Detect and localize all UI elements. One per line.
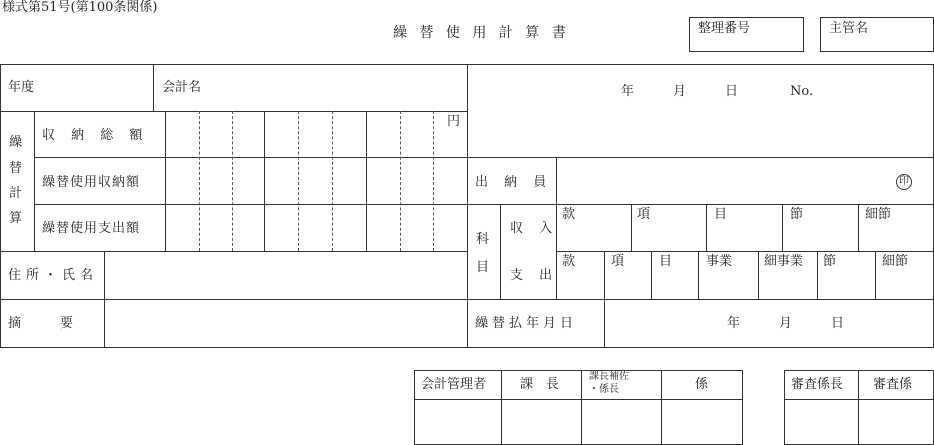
date-number-line: 年 月 日 No.: [621, 84, 814, 99]
shuno-sogaku-amount-field[interactable]: [166, 112, 466, 157]
approval-kakari-seal[interactable]: [662, 400, 742, 444]
nendo-label: 年度: [8, 80, 35, 95]
form-number: 様式第51号(第100条関係): [2, 0, 158, 15]
approval-kacho-hosa: 課長補佐: [589, 371, 629, 382]
income-kan: 款: [562, 207, 576, 222]
approval-kaikei-kanrisha-seal[interactable]: [415, 400, 501, 444]
expense-jigyo: 事業: [706, 254, 733, 269]
kaikei-label: 会計名: [162, 80, 202, 95]
income-label: 収 入: [510, 221, 559, 236]
expense-setsu: 節: [823, 254, 837, 269]
kurikae-group-char-4: 算: [9, 211, 23, 226]
kurikae-shishutsu-amount-field[interactable]: [166, 205, 466, 251]
audit-kakari: 審査係: [873, 377, 913, 392]
expense-saijigyo: 細事業: [764, 254, 804, 269]
seiri-number-box[interactable]: [689, 17, 804, 52]
income-moku: 目: [714, 207, 728, 222]
shukan-label: 主管名: [829, 21, 869, 36]
document-title: 繰 替 使 用 計 算 書: [393, 25, 570, 41]
approval-kakari: 係: [695, 377, 709, 392]
tekiyo-label: 摘 要: [8, 316, 74, 331]
expense-ko: 項: [611, 254, 625, 269]
address-name-label: 住所・氏名: [8, 268, 99, 283]
seiri-number-label: 整理番号: [698, 21, 751, 36]
income-saisetsu: 細節: [865, 207, 892, 222]
payment-date-value: 年 月 日: [727, 316, 845, 331]
approval-kakaricho: ・係長: [589, 384, 619, 395]
approval-kacho-hosa-seal[interactable]: [582, 400, 661, 444]
approval-kacho: 課 長: [520, 377, 560, 392]
income-ko: 項: [637, 207, 651, 222]
audit-kakaricho-seal[interactable]: [785, 400, 858, 444]
expense-label: 支 出: [510, 268, 559, 283]
kurikae-group-char-3: 計: [9, 186, 23, 201]
kurikae-group-char-1: 繰: [9, 135, 23, 150]
shuno-sogaku-label: 収 納 総 額: [42, 128, 149, 143]
audit-kakaricho: 審査係長: [791, 377, 844, 392]
kamoku-char-2: 目: [476, 260, 490, 275]
tekiyo-field[interactable]: [105, 300, 466, 347]
yen-unit: 円: [447, 114, 461, 129]
seal-icon: 印: [896, 174, 912, 190]
kamoku-char-1: 科: [476, 232, 490, 247]
approval-kacho-seal[interactable]: [502, 400, 581, 444]
expense-moku: 目: [659, 254, 673, 269]
expense-kan: 款: [562, 254, 576, 269]
address-name-field[interactable]: [105, 252, 466, 298]
approval-kaikei-kanrisha: 会計管理者: [421, 377, 487, 392]
kurikae-group-char-2: 替: [9, 161, 23, 176]
payment-date-label: 繰替払年月日: [475, 316, 578, 331]
suitoin-label: 出 納 員: [475, 175, 553, 190]
kurikae-shishutsu-label: 繰替使用支出額: [42, 221, 141, 236]
suitoin-field[interactable]: [557, 158, 933, 204]
audit-kakari-seal[interactable]: [859, 400, 933, 444]
income-setsu: 節: [790, 207, 804, 222]
shukan-box[interactable]: [820, 17, 934, 52]
kurikae-shuno-amount-field[interactable]: [166, 158, 466, 204]
kurikae-shuno-label: 繰替使用収納額: [42, 175, 141, 190]
expense-saisetsu: 細節: [882, 254, 909, 269]
